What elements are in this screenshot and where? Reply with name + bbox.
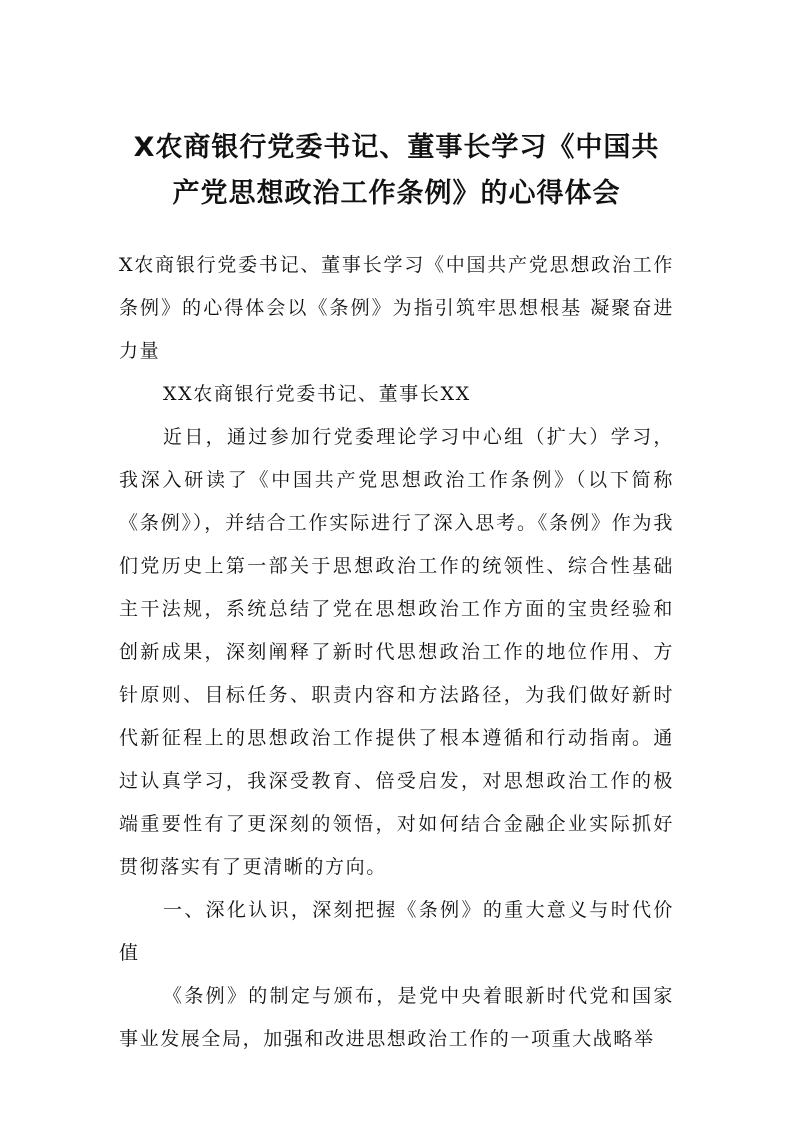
body-paragraph-1: 近日，通过参加行党委理论学习中心组（扩大）学习，我深入研读了《中国共产党思想政治工作条例》（以下简称《条例》），并结合工作实际进行了深入思考。《条例》作为我们党历史上第一部关于思想政治工作的统领性、综合性基础主干法规，系统总结了党在思想政治工作方面的宝贵经验和创新成果，深刻阐释了新时代思想政治工作的地位作用、方针原则、目标任务、职责内容和方法路径，为我们做好新时代新征程上的思想政治工作提供了根本遵循和行动指南。通过认真学习，我深受教育、倍受启发，对思想政治工作的极端重要性有了更深刻的领悟，对如何结合金融企业实际抓好贯彻落实有了更清晰的方向。 — [119, 426, 674, 878]
intro-paragraph: X农商银行党委书记、董事长学习《中国共产党思想政治工作条例》的心得体会以《条例》为指引筑牢思想根基 凝聚奋进力量 — [119, 254, 674, 362]
document-title — [119, 125, 674, 217]
author-line: XX农商银行党委书记、董事长XX — [163, 383, 471, 405]
document-content — [119, 125, 674, 1061]
body-paragraph-2: 《条例》的制定与颁布，是党中央着眼新时代党和国家事业发展全局，加强和改进思想政治工作的一项重大战略举 — [119, 985, 674, 1050]
title-line-1: X农商银行党委书记、董事长学习《中国共 — [133, 132, 660, 163]
title-line-2: 产党思想政治工作条例》的心得体会 — [172, 178, 621, 209]
section-heading-1: 一、深化认识，深刻把握《条例》的重大意义与时代价值 — [119, 899, 674, 964]
